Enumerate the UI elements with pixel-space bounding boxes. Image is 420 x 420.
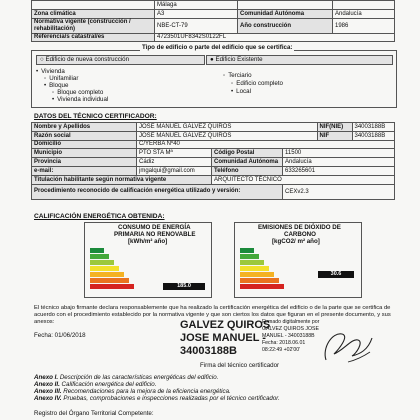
table-row <box>32 18 395 33</box>
row-label <box>32 1 155 10</box>
option-new-label: ○ Edificio de nueva construcción <box>40 56 130 63</box>
digital-sign-line2: GALVEZ QUIROS JOSE <box>262 326 319 332</box>
table-row <box>32 140 395 149</box>
vivienda-individual-item: • Vivienda individual <box>52 96 108 103</box>
table-row <box>32 9 395 18</box>
emisiones-title-2: CARBONO <box>284 231 316 238</box>
digital-sign-line3: MANUEL - 34003188B <box>262 333 315 339</box>
signer-name-line1: GALVEZ QUIROS <box>180 319 271 331</box>
nif2-label: NIF <box>317 131 352 140</box>
row-label2 <box>238 1 333 10</box>
list-local <box>231 88 251 95</box>
consumo-rating-badge: 185.0 <box>163 283 205 290</box>
list-edificio-completo <box>231 80 283 87</box>
list-terciario <box>223 72 252 79</box>
digital-sign-line4: Fecha: 2018.06.01 <box>262 340 306 346</box>
rating-section-title: CALIFICACIÓN ENERGÉTICA OBTENIDA: <box>34 213 165 220</box>
annex-2-text: Calificación energética del edificio. <box>61 381 157 388</box>
scale-bar-d <box>240 266 269 271</box>
email-value: jmgalqui@gmail.com <box>137 166 212 175</box>
razon-label: Razón social <box>32 131 137 140</box>
nombre-label: Nombre y Apellidos <box>32 123 137 132</box>
scale-bar-c <box>90 260 114 265</box>
table-row <box>32 158 395 167</box>
annex-3-label: Anexo III. <box>34 388 62 395</box>
comunidad-label: Comunidad Autónoma <box>238 9 333 18</box>
telefono-label: Teléfono <box>212 166 283 175</box>
scale-bar-e <box>240 272 274 277</box>
digital-sign-line5: 08:22:49 +02'00' <box>262 347 301 353</box>
scale-bar-c <box>240 260 264 265</box>
cp-label: Código Postal <box>212 149 283 158</box>
handwritten-signature <box>318 320 378 370</box>
option-existing-label: ● Edificio Existente <box>210 56 263 63</box>
annex-4-label: Anexo IV. <box>34 395 62 402</box>
terciario-item: ◦ Terciario <box>223 72 252 79</box>
scale-bar-g <box>90 284 134 289</box>
normativa-label: Normativa vigente (construcción / rehabilitación) <box>32 18 155 33</box>
technician-section-title: DATOS DEL TÉCNICO CERTIFICADOR: <box>34 113 157 120</box>
table-row <box>32 33 395 42</box>
ca-label: Comunidad Autónoma <box>212 158 283 167</box>
annex-2-label: Anexo II. <box>34 381 60 388</box>
provincia-value: Cádiz <box>137 158 212 167</box>
municipio-value: PTO STA Mª <box>137 149 212 158</box>
nombre-value: JOSE MANUEL GALVEZ QUIROS <box>137 123 318 132</box>
row-value: Málaga <box>155 1 238 10</box>
declaration-text: El técnico abajo firmante declara responsablemente que ha realizado la certificación energética del edificio o de la parte que se certifica de acuerdo con el procedimiento establecido por la normativa vigente y que son ciertos los datos que figuran en el presente documento, y sus anexos: <box>34 305 391 325</box>
scale-bar-f <box>240 278 279 283</box>
row-value2 <box>333 1 395 10</box>
razon-value: JOSE MANUEL GALVEZ QUIROS <box>137 131 318 140</box>
signer-name-line3: 34003188B <box>180 345 237 357</box>
scale-bar-d <box>90 266 119 271</box>
zona-climatica-value: A3 <box>155 9 238 18</box>
option-existing-text: Edificio Existente <box>215 56 263 63</box>
emisiones-rating-badge: 30.6 <box>318 271 354 278</box>
telefono-value: 633265601 <box>283 166 395 175</box>
emisiones-unit: [kgCO2/ m² año] <box>272 238 320 245</box>
registry-label: Registro del Órgano Territorial Competente: <box>34 410 154 417</box>
building-data-table <box>31 0 395 42</box>
catastral-value: 4723501UF8342S0122FL <box>155 33 395 42</box>
annex-1-text: Descripción de las características energéticas del edificio. <box>59 374 219 381</box>
unifamiliar-item: ◦ Unifamiliar <box>44 75 78 82</box>
emisiones-title-1: EMISIONES DE DIÓXIDO DE <box>258 224 341 231</box>
building-type-title: Tipo de edificio o parte del edificio que se certifica: <box>142 44 293 51</box>
table-row <box>32 123 395 132</box>
edificio-completo-item: ◦ Edificio completo <box>231 80 283 87</box>
ca-value: Andalucía <box>283 158 395 167</box>
annex-4-text: Pruebas, comprobaciones e inspecciones realizadas por el técnico certificador. <box>63 395 280 402</box>
procedimiento-label: Procedimiento reconocido de calificación energética utilizado y versión: <box>32 184 283 199</box>
domicilio-label: Domicilio <box>32 140 137 149</box>
consumo-title-1: CONSUMO DE ENERGÍA <box>118 224 191 231</box>
option-new-text: Edificio de nueva construcción <box>45 56 130 63</box>
list-vivienda-individual <box>52 96 108 103</box>
table-row <box>32 1 395 10</box>
technician-table <box>31 122 395 200</box>
email-label: e-mail: <box>32 166 137 175</box>
scale-bar-g <box>240 284 284 289</box>
ano-construccion-value: 1986 <box>333 18 395 33</box>
scale-bar-e <box>90 272 124 277</box>
scale-bar-a <box>90 248 104 253</box>
bloque-item: • Bloque <box>44 82 68 89</box>
nif2-value: 34003188B <box>352 131 395 140</box>
provincia-label: Provincia <box>32 158 137 167</box>
table-row <box>32 131 395 140</box>
catastral-label: Referencia/s catastral/es <box>32 33 155 42</box>
consumo-unit: [kWh/m² año] <box>128 238 168 245</box>
table-row <box>32 184 395 199</box>
nif-value: 34003188B <box>352 123 395 132</box>
scale-bar-a <box>240 248 254 253</box>
scale-bar-b <box>90 254 109 259</box>
titulacion-label: Titulación habilitante según normativa vigente <box>32 175 212 184</box>
normativa-value: NBE-CT-79 <box>155 18 238 33</box>
municipio-label: Municipio <box>32 149 137 158</box>
signer-name-line2: JOSE MANUEL - <box>180 332 266 344</box>
nif-label: NIF(NIE) <box>317 123 352 132</box>
annex-3-text: Recomendaciones para la mejora de la eficiencia energética. <box>63 388 231 395</box>
scale-bar-b <box>240 254 259 259</box>
bloque-completo-item: ◦ Bloque completo <box>52 89 103 96</box>
scale-bar-f <box>90 278 129 283</box>
annex-1-label: Anexo I. <box>34 374 59 381</box>
annex-4 <box>34 395 280 402</box>
titulacion-value: ARQUITECTO TÉCNICO <box>212 175 395 184</box>
domicilio-value: C/YERBA Nº40 <box>137 140 395 149</box>
table-row <box>32 166 395 175</box>
consumo-title-2: PRIMARIA NO RENOVABLE <box>114 231 196 238</box>
table-row <box>32 149 395 158</box>
comunidad-value: Andalucía <box>333 9 395 18</box>
local-item: • Local <box>231 88 251 95</box>
digital-sign-line1: Firmado digitalmente por <box>262 319 320 325</box>
signature-date: Fecha: 01/06/2018 <box>34 332 86 339</box>
zona-climatica-label: Zona climática <box>32 9 155 18</box>
table-row <box>32 175 395 184</box>
cp-value: 11500 <box>283 149 395 158</box>
vivienda-item: • Vivienda <box>36 68 65 75</box>
procedimiento-value: CEXv2.3 <box>283 184 395 199</box>
signature-caption: Firma del técnico certificador <box>200 362 280 369</box>
ano-construccion-label: Año construcción <box>238 18 333 33</box>
